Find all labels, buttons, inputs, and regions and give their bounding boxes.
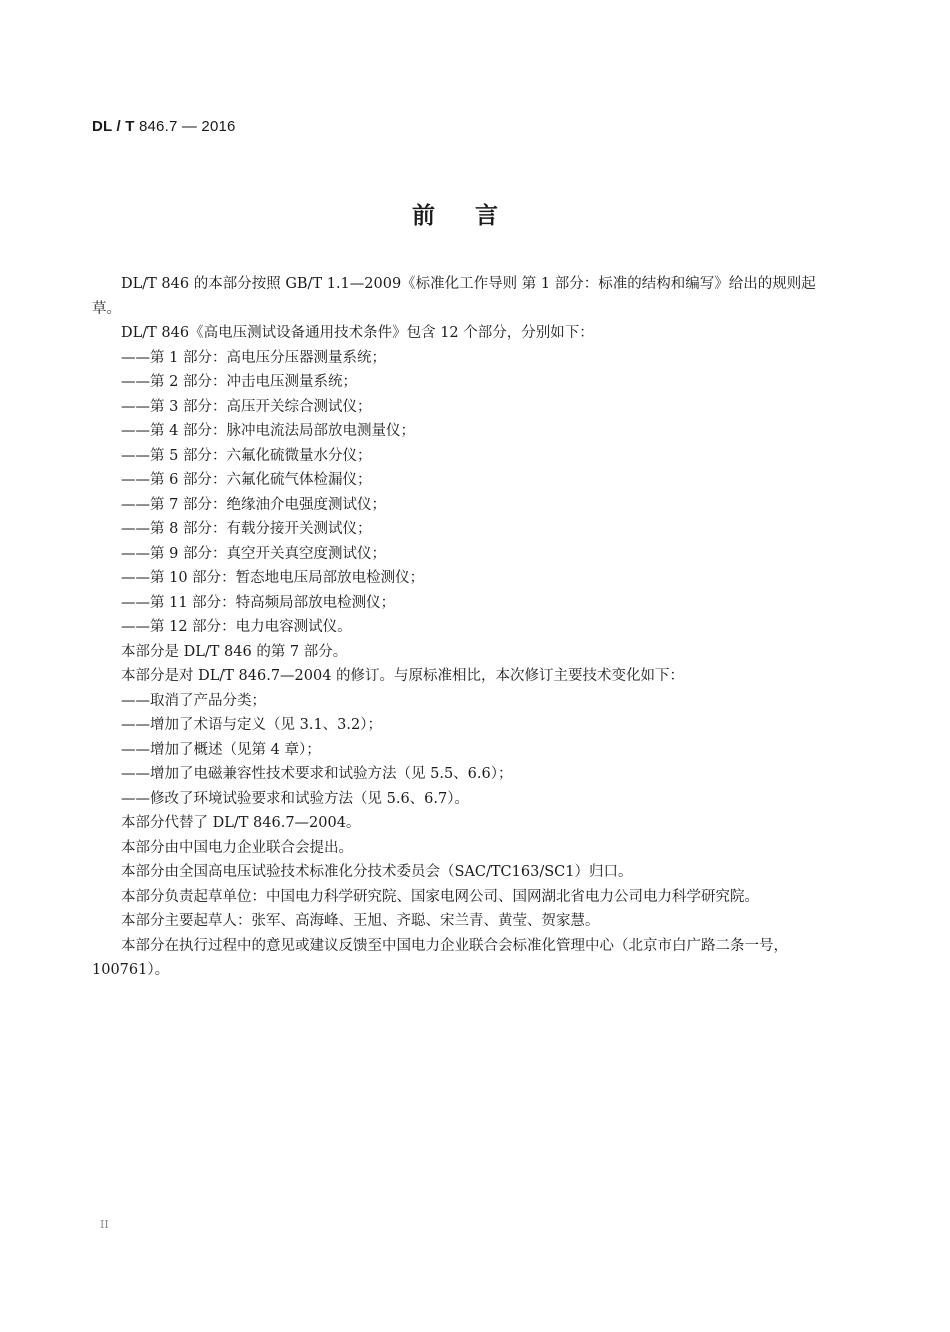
list-item: ——取消了产品分类； xyxy=(121,692,266,709)
list-item: ——第 9 部分：真空开关真空度测试仪； xyxy=(121,545,386,562)
list-item: ——第 5 部分：六氟化硫微量水分仪； xyxy=(121,447,372,464)
list-item: ——增加了概述（见第 4 章）； xyxy=(121,741,321,758)
list-item: ——第 3 部分：高压开关综合测试仪； xyxy=(121,398,372,415)
paragraph: 本部分是对 DL/T 846.7—2004 的修订。与原标准相比，本次修订主要技术变化如下： xyxy=(121,668,685,684)
document-body xyxy=(92,272,834,983)
list-item: ——第 4 部分：脉冲电流法局部放电测量仪； xyxy=(121,423,415,439)
page-title: 前言 xyxy=(412,203,538,229)
standard-code-number: 846.7 — 2016 xyxy=(134,118,236,135)
list-item: ——第 8 部分：有载分接开关测试仪； xyxy=(121,521,372,537)
standard-code-header xyxy=(92,118,236,135)
paragraph: DL/T 846 的本部分按照 GB/T 1.1—2009《标准化工作导则 第 1 部分：标准的结构和编写》给出的规则起草。 xyxy=(92,276,816,317)
list-item: ——第 10 部分：暂态地电压局部放电检测仪； xyxy=(121,570,425,586)
paragraph: 本部分是 DL/T 846 的第 7 部分。 xyxy=(121,643,348,660)
standard-code-prefix: DL / T xyxy=(92,118,135,135)
paragraph: 本部分由全国高电压试验技术标准化分技术委员会（SAC/TC163/SC1）归口。 xyxy=(121,864,633,880)
paragraph: 本部分主要起草人：张军、高海峰、王旭、齐聪、宋兰青、黄莹、贺家慧。 xyxy=(121,913,600,929)
list-item: ——第 12 部分：电力电容测试仪。 xyxy=(121,619,352,635)
paragraph: 本部分代替了 DL/T 846.7—2004。 xyxy=(121,815,361,831)
list-item: ——第 1 部分：高电压分压器测量系统； xyxy=(121,349,386,366)
parts-list xyxy=(92,346,834,640)
page-number: II xyxy=(100,1218,109,1231)
list-item: ——第 2 部分：冲击电压测量系统； xyxy=(121,374,357,390)
paragraph: 本部分由中国电力企业联合会提出。 xyxy=(121,839,353,856)
list-item: ——增加了术语与定义（见 3.1、3.2）； xyxy=(121,717,382,733)
list-item: ——第 11 部分：特高频局部放电检测仪； xyxy=(121,594,396,611)
paragraph: DL/T 846《高电压测试设备通用技术条件》包含 12 个部分，分别如下： xyxy=(121,325,594,341)
paragraph: 本部分负责起草单位：中国电力科学研究院、国家电网公司、国网湖北省电力公司电力科学研究院。 xyxy=(121,888,759,905)
paragraph: 本部分在执行过程中的意见或建议反馈至中国电力企业联合会标准化管理中心（北京市白广路二条一号，100761）。 xyxy=(92,937,788,978)
changes-list xyxy=(92,689,834,812)
list-item: ——增加了电磁兼容性技术要求和试验方法（见 5.5、6.6）； xyxy=(121,766,513,782)
list-item: ——修改了环境试验要求和试验方法（见 5.6、6.7）。 xyxy=(121,790,469,807)
list-item: ——第 7 部分：绝缘油介电强度测试仪； xyxy=(121,496,386,513)
list-item: ——第 6 部分：六氟化硫气体检漏仪； xyxy=(121,472,372,488)
